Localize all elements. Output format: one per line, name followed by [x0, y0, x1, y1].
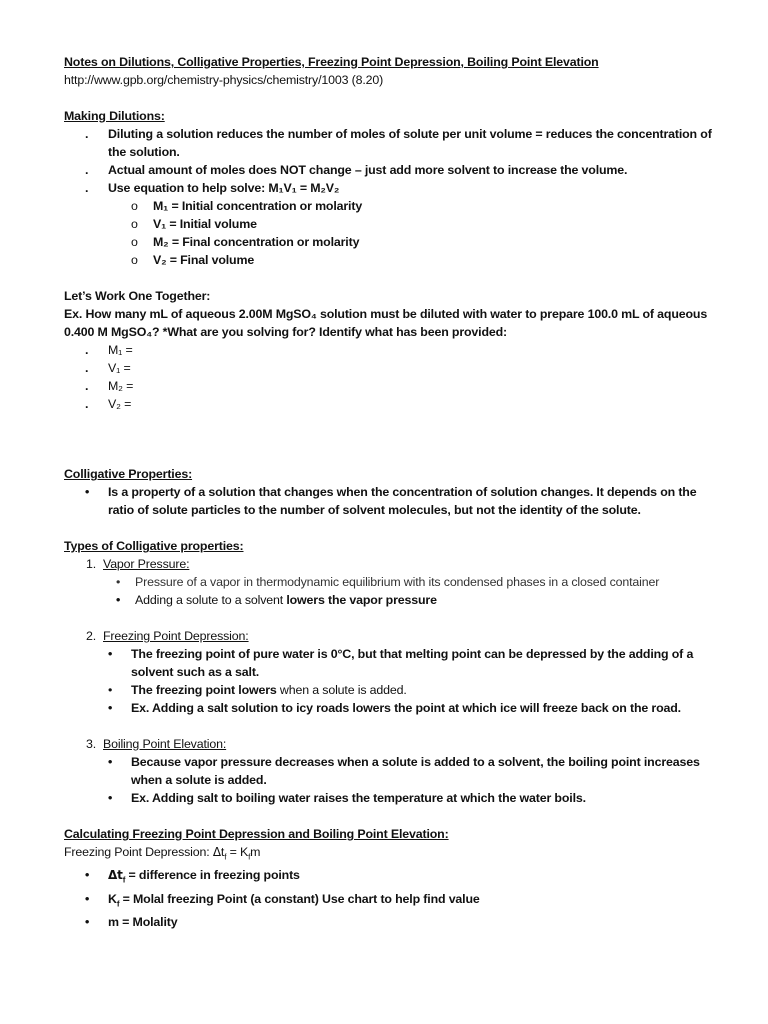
numbered-item: 2. Freezing Point Depression: — [86, 629, 249, 643]
heading-making-dilutions: Making Dilutions: — [64, 109, 165, 123]
bullet-icon: • — [108, 683, 113, 697]
bullet-icon: . — [85, 397, 89, 411]
sub-list-item: o V₁ = Initial volume — [131, 217, 257, 231]
bullet-icon: . — [85, 181, 89, 195]
bullet-icon: • — [85, 485, 90, 499]
list-item: • Ex. Adding salt to boiling water raises the temperature at which the water boils. — [108, 791, 586, 805]
bullet-icon: . — [85, 361, 89, 375]
bullet-icon: • — [108, 701, 113, 715]
numbered-item: 3. Boiling Point Elevation: — [86, 737, 227, 751]
blank-item: . V₂ = — [85, 397, 132, 411]
circle-bullet-icon: o — [131, 235, 138, 249]
list-item: • $K_f$ = Molal freezing Point (a constant) Use chart to help find value — [85, 891, 480, 909]
document-page — [64, 53, 714, 931]
document-title: Notes on Dilutions, Colligative Properties, Freezing Point Depression, Boiling Point Elevation — [64, 55, 599, 69]
list-item: . Diluting a solution reduces the number of moles of solute per unit volume = reduces the concentration of — [85, 127, 712, 141]
blank-item: . M₂ = — [85, 379, 134, 393]
blank-item: . M₁ = — [85, 343, 133, 357]
heading-calculating: Calculating Freezing Point Depression and Boiling Point Elevation: — [64, 827, 449, 841]
bullet-icon: . — [85, 163, 89, 177]
list-item: • Ex. Adding a salt solution to icy roads lowers the point at which ice will freeze back on the road. — [108, 701, 681, 715]
list-item: • Because vapor pressure decreases when a solute is added to a solvent, the boiling point increases — [108, 755, 700, 769]
sub-list-item: o M₁ = Initial concentration or molarity — [131, 199, 363, 213]
circle-bullet-icon: o — [131, 253, 138, 267]
bullet-icon: • — [108, 791, 113, 805]
list-item-continuation: when a solute is added. — [131, 773, 267, 787]
blank-item: . V₁ = — [85, 361, 131, 375]
list-item: . Use equation to help solve: M₁V₁ = M₂V₂ — [85, 181, 340, 195]
source-url: http://www.gpb.org/chemistry-physics/chemistry/1003 (8.20) — [64, 73, 384, 87]
bullet-icon: • — [85, 915, 90, 930]
freezing-equation: Freezing Point Depression: $\Delta t_f = K_fm$ — [64, 845, 261, 862]
bullet-icon: • — [116, 575, 121, 589]
list-item: • $\Delta t_f$ = difference in freezing points — [85, 868, 300, 885]
bullet-icon: . — [85, 343, 89, 357]
heading-work-together: Let’s Work One Together: — [64, 289, 211, 303]
circle-bullet-icon: o — [131, 217, 138, 231]
sub-list-item: o M₂ = Final concentration or molarity — [131, 235, 360, 249]
bullet-icon: • — [116, 593, 121, 607]
list-item: • The freezing point lowers when a solute is added. — [108, 683, 407, 697]
list-item: • The freezing point of pure water is 0°C, but that melting point can be depressed by the adding of a — [108, 647, 694, 661]
list-item: . Actual amount of moles does NOT change – just add more solvent to increase the volume. — [85, 163, 628, 177]
bullet-icon: . — [85, 379, 89, 393]
bullet-icon: • — [85, 868, 90, 883]
list-item: • Is a property of a solution that changes when the concentration of solution changes. It depends on the — [85, 485, 697, 499]
numbered-item: 1. Vapor Pressure: — [86, 557, 190, 571]
example-text-line: Ex. How many mL of aqueous 2.00M MgSO₄ solution must be diluted with water to prepare 100.0 mL of aqueous — [64, 307, 708, 321]
circle-bullet-icon: o — [131, 199, 138, 213]
list-item-continuation: ratio of solute particles to the number of solvent molecules, but not the identity of the solute. — [108, 503, 641, 517]
list-item: • Pressure of a vapor in thermodynamic equilibrium with its condensed phases in a closed container — [116, 575, 660, 589]
list-item: • m = Molality — [85, 915, 178, 930]
bullet-icon: • — [85, 891, 90, 906]
example-text-line: 0.400 M MgSO₄? *What are you solving for? Identify what has been provided: — [64, 325, 507, 339]
bullet-icon: . — [85, 127, 89, 141]
list-item-continuation: the solution. — [108, 145, 180, 159]
list-item-continuation: solvent such as a salt. — [131, 665, 260, 679]
bullet-icon: • — [108, 755, 113, 769]
bullet-icon: • — [108, 647, 113, 661]
sub-list-item: o V₂ = Final volume — [131, 253, 255, 267]
list-item: • Adding a solute to a solvent lowers the vapor pressure — [116, 593, 437, 607]
heading-types: Types of Colligative properties: — [64, 539, 244, 553]
heading-colligative: Colligative Properties: — [64, 467, 193, 481]
